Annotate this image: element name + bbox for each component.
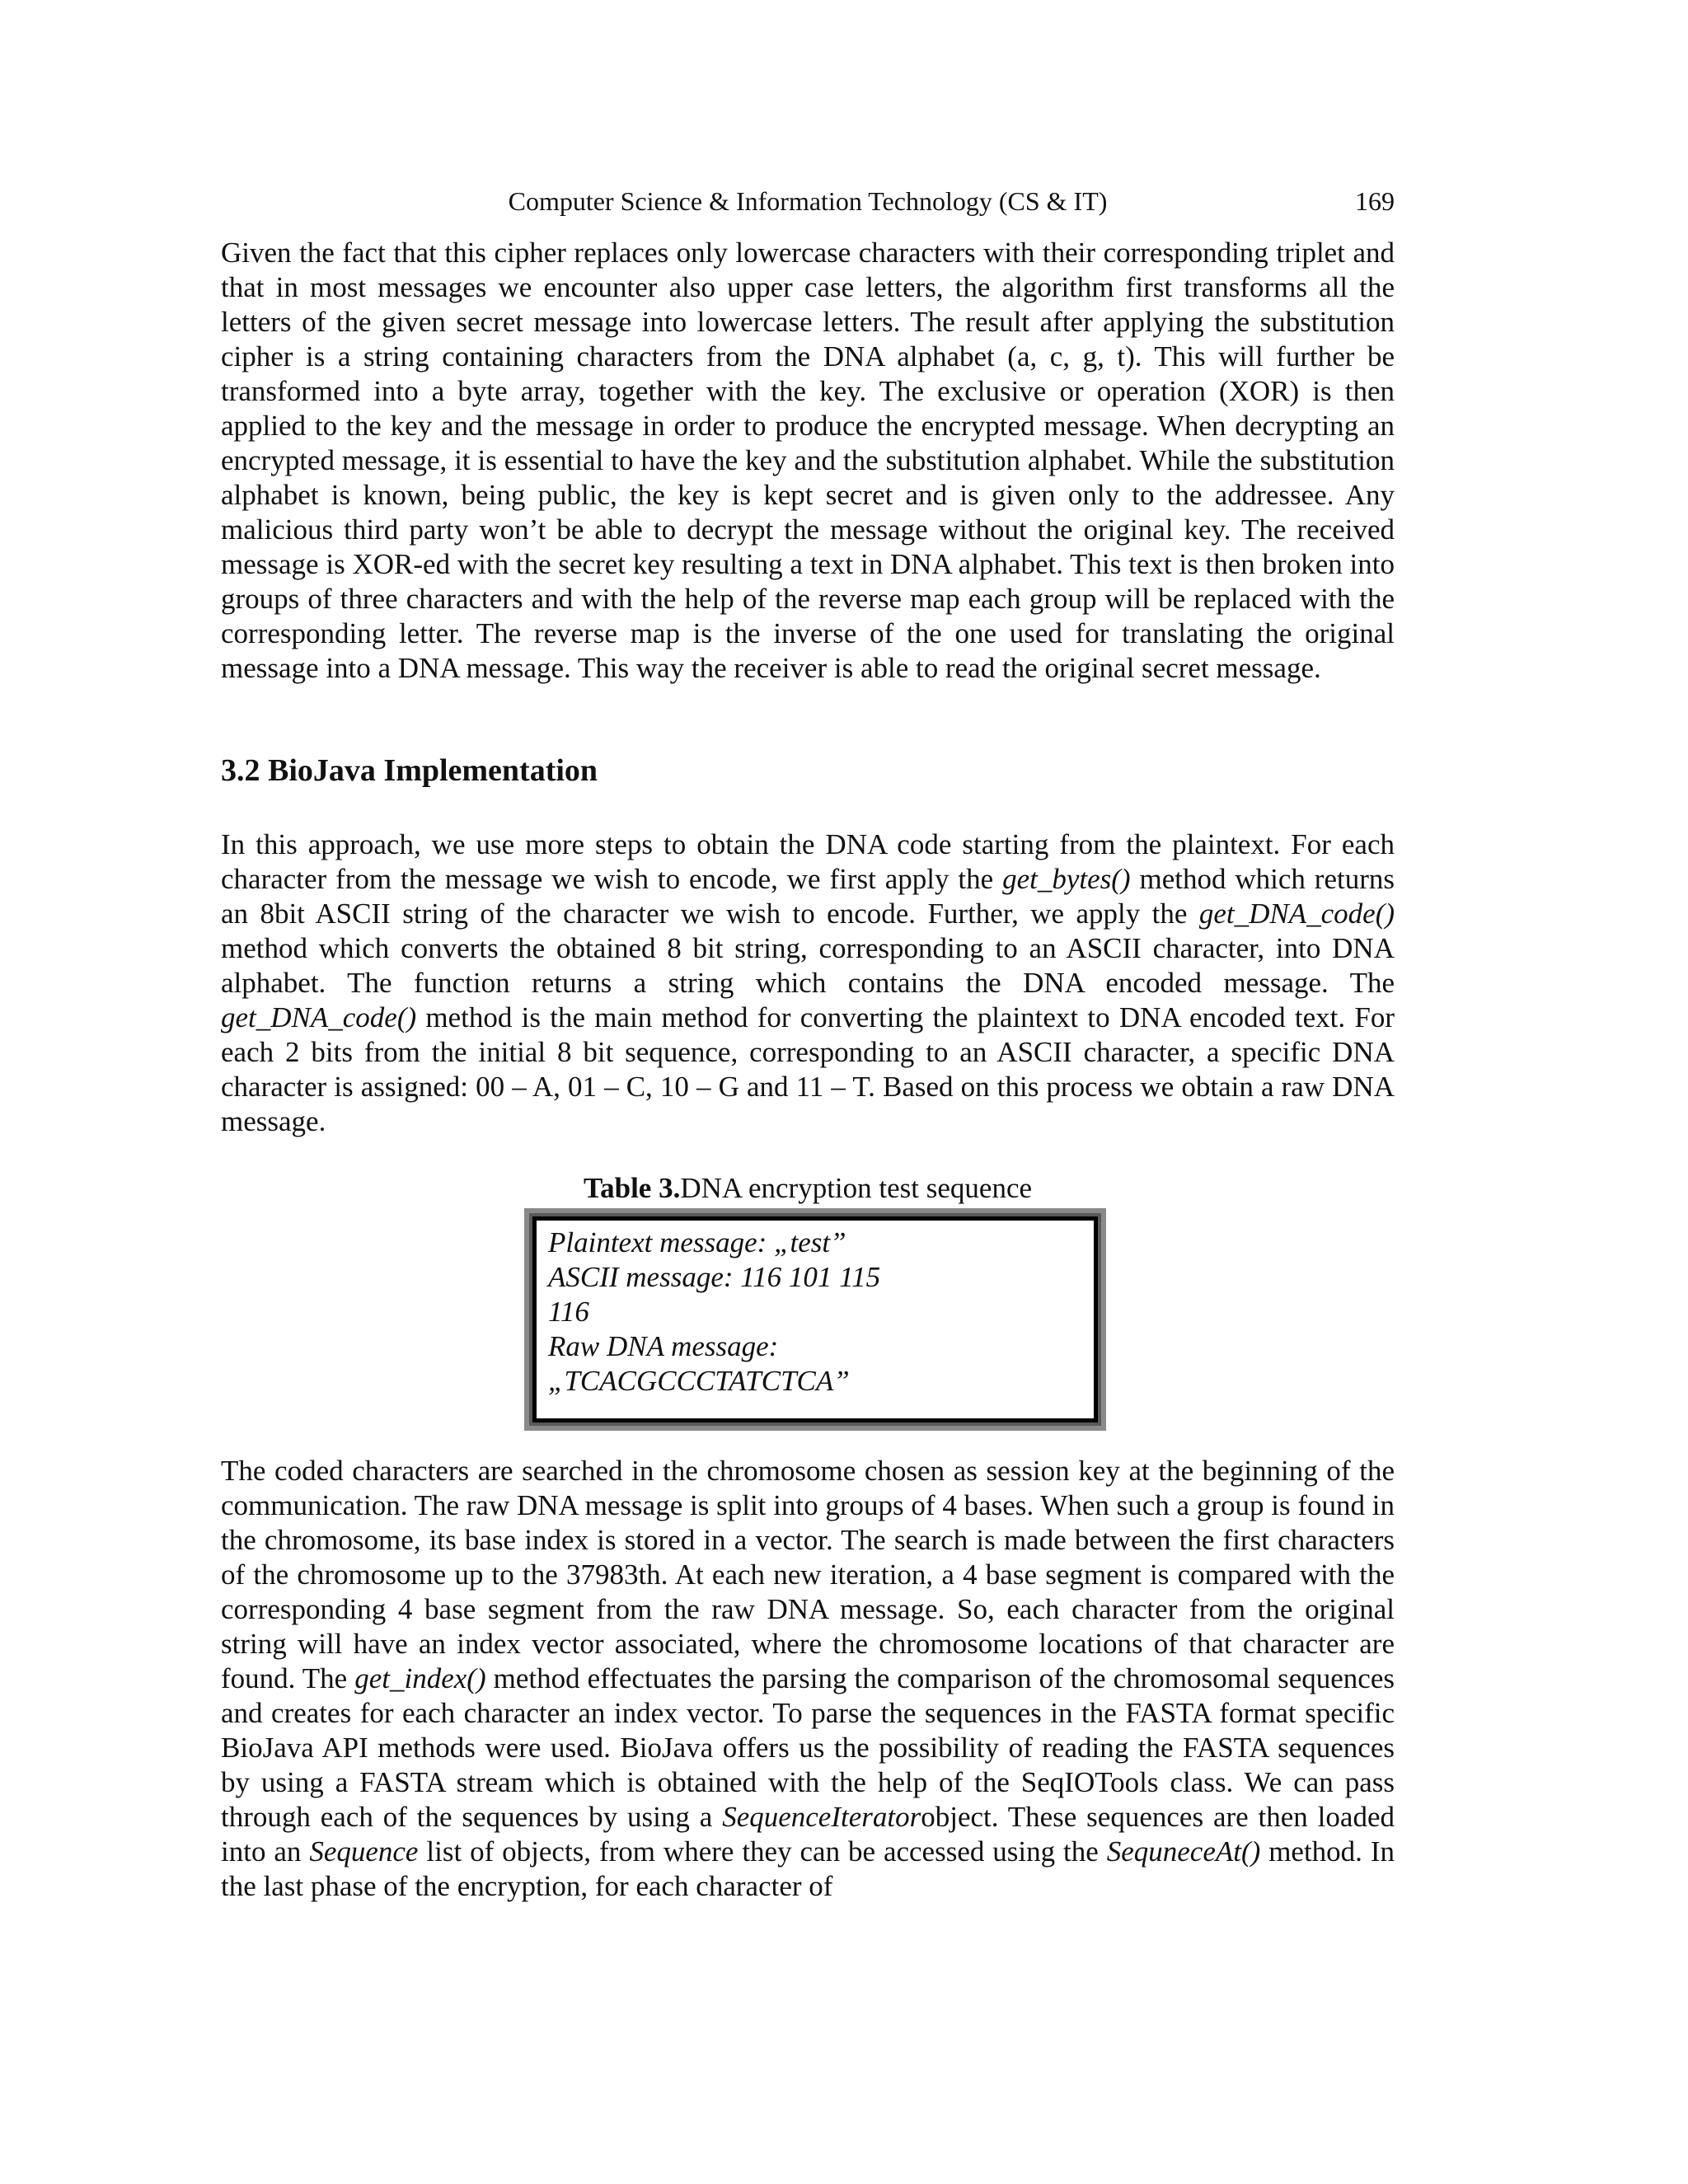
table-caption-label: Table 3.: [583, 1172, 681, 1204]
body-paragraph-1: Given the fact that this cipher replaces only lowercase characters with their corresponding triplet and that in most messages we encounter also upper case letters, the algorithm first transforms all the letters of the given secret message into lowercase letters. The result after applying the substitution cipher is a string containing characters from the DNA alphabet (a, c, g, t). This will further be transformed into a byte array, together with the key. The exclusive or operation (XOR) is then applied to the key and the message in order to produce the encrypted message. When decrypting an encrypted message, it is essential to have the key and the substitution alphabet. While the substitution alphabet is known, being public, the key is kept secret and is given only to the addressee. Any malicious third party won’t be able to decrypt the message without the original key. The received message is XOR-ed with the secret key resulting a text in DNA alphabet. This text is then broken into groups of three characters and with the help of the reverse map each group will be replaced with the corresponding letter. The reverse map is the inverse of the one used for translating the original message into a DNA message. This way the receiver is able to read the original secret message.: [221, 237, 1395, 684]
journal-title: Computer Science & Information Technology (CS & IT): [508, 186, 1108, 216]
body-paragraph-2: [221, 827, 1395, 1139]
section-heading: 3.2 BioJava Implementation: [221, 753, 598, 788]
body-paragraph-3: [221, 1454, 1395, 1904]
method-name: get_DNA_code(): [1198, 898, 1395, 930]
text-run: object. These sequences are then loaded into an: [221, 1801, 1395, 1868]
method-name: get_DNA_code(): [221, 1001, 417, 1033]
method-name: SequneceAt(): [1106, 1835, 1261, 1868]
text-run: method effectuates the parsing the comparison of the chromosomal sequences and creates for each character an index vector. To parse the sequences in the FASTA format specific BioJava API methods were used. BioJava offers us the possibility of reading the FASTA sequences by using a FASTA stream which is obtained with the help of the SeqIOTools class. We can pass through each of the sequences by using a: [221, 1662, 1395, 1833]
text-run: list of objects, from where they can be accessed using the: [418, 1835, 1107, 1868]
method-name: get_bytes(): [1002, 863, 1131, 895]
table-line: 116: [548, 1296, 589, 1328]
text-run: method. In the last phase of the encryption, for each character of: [221, 1835, 1395, 1902]
page-number: 169: [1355, 186, 1395, 216]
class-name: Sequence: [309, 1835, 419, 1868]
table-caption-text: DNA encryption test sequence: [680, 1172, 1033, 1204]
table-box: [524, 1208, 1106, 1431]
table-caption: [221, 1170, 1395, 1207]
text-run: The coded characters are searched in the chromosome chosen as session key at the beginning of the communication. The raw DNA message is split into groups of 4 bases. When such a group is found in the chromosome, its base index is stored in a vector. The search is made between the first characters of the chromosome up to the 37983th. At each new iteration, a 4 base segment is compared with the corresponding 4 base segment from the raw DNA message. So, each character from the original string will have an index vector associated, where the chromosome locations of that character are found. The: [221, 1455, 1395, 1694]
table-content: [532, 1216, 1098, 1422]
method-name: get_index(): [354, 1662, 486, 1694]
text-run: method which converts the obtained 8 bit string, corresponding to an ASCII character, into DNA alphabet. The function returns a string which contains the DNA encoded message. The: [221, 932, 1395, 999]
text-run: method which returns an 8bit ASCII string of the character we wish to encode. Further, we apply the: [221, 863, 1395, 930]
class-name: SequenceIterator: [722, 1801, 921, 1833]
text-run: method is the main method for converting the plaintext to DNA encoded text. For each 2 bits from the initial 8 bit sequence, corresponding to an ASCII character, a specific DNA character is assigned: 00 – A, 01 – C, 10 – G and 11 – T. Based on this process we obtain a raw DNA message.: [221, 1001, 1395, 1137]
text-run: In this approach, we use more steps to obtain the DNA code starting from the plaintext. For each character from the message we wish to encode, we first apply the: [221, 828, 1395, 895]
running-header: [221, 183, 1395, 219]
table-line: Raw DNA message:: [548, 1330, 779, 1362]
table-line: „TCACGCCCTATCTCA”: [548, 1365, 850, 1397]
table-line: Plaintext message: „test”: [548, 1226, 846, 1258]
table-line: ASCII message: 116 101 115: [548, 1261, 881, 1293]
